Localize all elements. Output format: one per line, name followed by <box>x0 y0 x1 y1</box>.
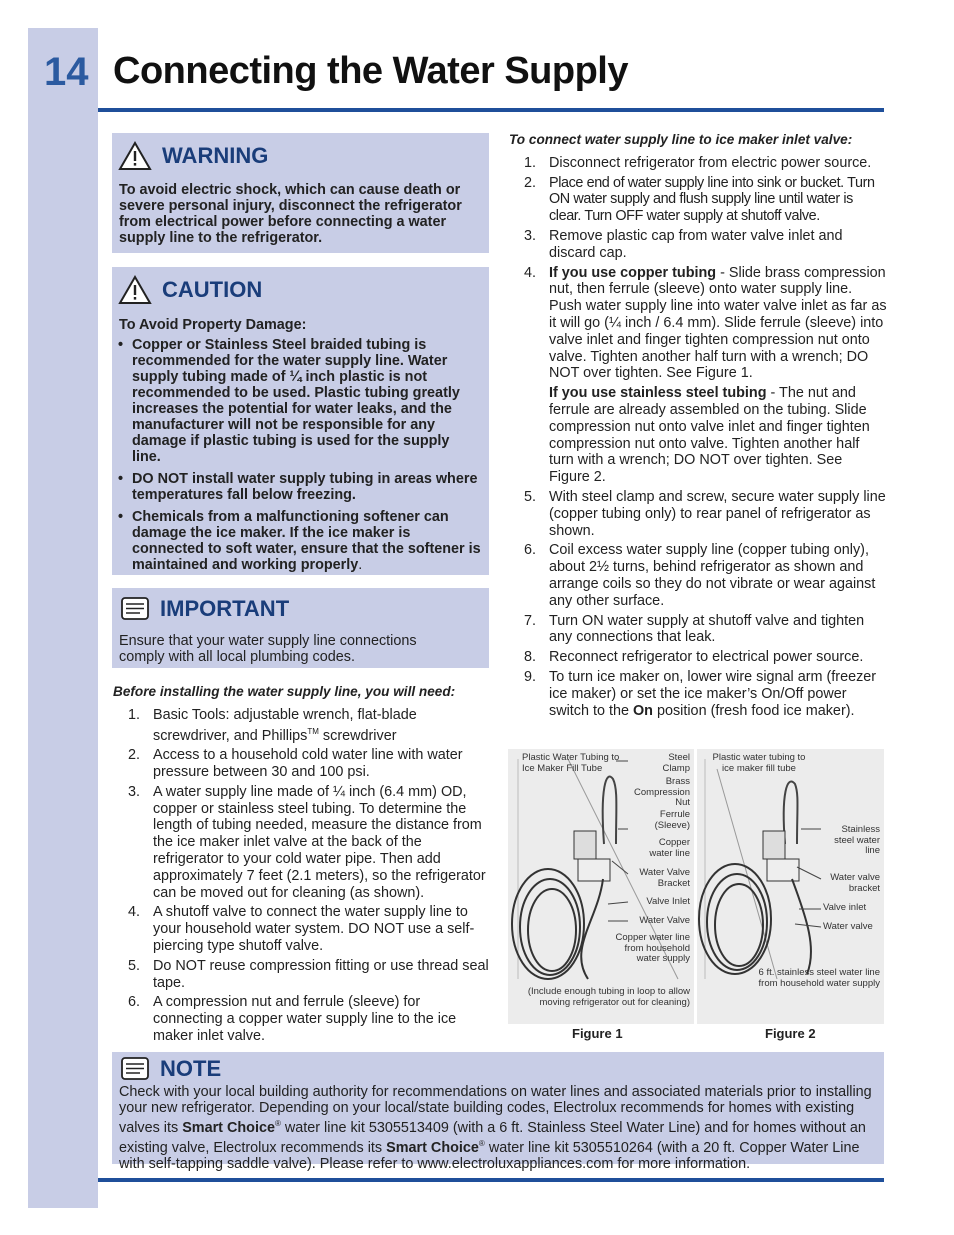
connect-step: 4. If you use copper tubing - Slide brass compression nut, then ferrule (sleeve) onto water supply line. Push water supply line into water valve inlet as far as it will go (¼ inch / 6.4 mm). Slide ferrule (sleeve) into valve inlet and finger tighten compression nut onto valve. Tighten another half turn with a wrench; DO NOT over tighten. See Figure 1. If you use stainless steel tubing - The nut and ferrule are already assembled on the tubing. Slide compression nut onto valve inlet and finger tighten compression nut onto valve. Tighten another half turn with a wrench; DO NOT over tighten. See Figure 2. <box>524 264 887 486</box>
fig2-label-valve: Water valve <box>823 921 873 932</box>
connect-heading: To connect water supply line to ice maker inlet valve: <box>509 132 853 147</box>
note-heading: NOTE <box>160 1056 222 1081</box>
before-heading: Before installing the water supply line, you will need: <box>113 684 456 699</box>
note-box <box>112 1052 884 1172</box>
before-section <box>113 684 489 1048</box>
warning-text: To avoid electric shock, which can cause death or severe personal injury, disconnect the refrigerator from electrical power before connecting a water supply line to the refrigerator. <box>119 182 462 246</box>
before-item: 2. Access to a household cold water line with water pressure between 30 and 100 psi. <box>128 747 463 780</box>
warning-triangle-icon <box>118 141 152 171</box>
before-item: 3. A water supply line made of ¼ inch (6.4 mm) OD, copper or stainless steel tubing. To determine the length of tubing needed, measure the distance from the ice maker inlet valve at the back of the refrigerator to your cold water pipe. Then add approximately 7 feet (2.1 meters), so the refrigerator can be moved out for cleaning (as shown). <box>128 783 486 901</box>
caution-bullet: • DO NOT install water supply tubing in areas where temperatures fall below freezing. <box>118 471 478 503</box>
connect-step: 9. To turn ice maker on, lower wire signal arm (freezer ice maker) or set the ice maker’s On/Off power switch to the On position (fresh food ice maker). <box>524 668 877 719</box>
caution-bullet: • Chemicals from a malfunctioning softener can damage the ice maker. If the ice maker is connected to soft water, ensure that the softener is maintained and working properly. <box>118 509 481 573</box>
caution-header <box>118 275 262 305</box>
fig1-label-clamp: Steel Clamp <box>662 752 690 774</box>
before-item: 6. A compression nut and ferrule (sleeve) for connecting a copper water supply line to the ice maker inlet valve. <box>128 994 457 1044</box>
connect-step: 3. Remove plastic cap from water valve inlet and discard cap. <box>524 227 843 261</box>
connect-step: 2. Place end of water supply line into sink or bucket. Turn ON water supply and flush supply line until water is clear. Turn OFF water supply at shutoff valve. <box>524 174 875 225</box>
connect-section <box>509 132 887 722</box>
note-header <box>120 1056 221 1082</box>
fig1-label-valve: Water Valve <box>639 915 690 926</box>
before-item: 4. A shutoff valve to connect the water supply line to your household water system. DO NOT use a self-piercing type shutoff valve. <box>128 904 475 954</box>
caution-bullet: • Copper or Stainless Steel braided tubing is recommended for the water supply line. Water supply tubing made of ¼ inch plastic is not recommended to be used. Plastic tubing greatly increases the potential for water leaks, and the manufacturer will not be responsible for any damage if plastic tubing is used for the supply line. <box>118 337 460 465</box>
connect-step: 5. With steel clamp and screw, secure water supply line (copper tubing only) to rear panel of refrigerator as shown. <box>524 488 886 539</box>
caution-intro: To Avoid Property Damage: <box>119 317 307 333</box>
note-pad-icon <box>120 596 150 622</box>
fig1-label-household: Copper water line from household water supply <box>615 932 690 964</box>
fig2-label-plastic: Plastic water tubing to ice maker fill tube <box>712 752 806 774</box>
fig2-label-bracket: Water valve bracket <box>830 872 880 894</box>
page-number: 14 <box>44 50 89 94</box>
connect-step: 8. Reconnect refrigerator to electrical power source. <box>524 649 864 666</box>
fig1-label-ferrule: Ferrule (Sleeve) <box>654 809 690 831</box>
caution-list <box>118 337 482 579</box>
caution-triangle-icon <box>118 275 152 305</box>
fig1-label-copper: Copper water line <box>649 837 690 859</box>
important-box <box>112 588 489 668</box>
fig1-label-plastic: Plastic Water Tubing to Ice Maker Fill Tube <box>522 752 620 774</box>
connect-list <box>509 155 887 720</box>
connect-step: 7. Turn ON water supply at shutoff valve and tighten any connections that leak. <box>524 612 865 646</box>
caution-box <box>112 267 489 575</box>
fig2-label-steel: Stainless steel water line <box>834 824 880 856</box>
important-text: Ensure that your water supply line connections comply with all local plumbing codes. <box>119 633 417 665</box>
fig1-label-brass: Brass Compression Nut <box>634 776 690 808</box>
fig1-label-loop: (Include enough tubing in loop to allow moving refrigerator out for cleaning) <box>527 986 690 1008</box>
warning-box <box>112 133 489 253</box>
left-sidebar-band <box>28 28 98 1208</box>
before-item: 5. Do NOT reuse compression fitting or use thread seal tape. <box>128 957 489 991</box>
fig1-label-inlet: Valve Inlet <box>646 896 690 907</box>
connect-step: 6. Coil excess water supply line (copper tubing only), about 2½ turns, behind refrigerator as shown and arrange coils so they do not vibrate or wear against any other surface. <box>524 542 876 609</box>
warning-header <box>118 141 268 171</box>
top-rule <box>98 108 884 112</box>
connect-step: 1. Disconnect refrigerator from electric power source. <box>524 154 872 171</box>
figure2-illustration <box>697 749 884 1024</box>
page-title: Connecting the Water Supply <box>113 50 628 92</box>
warning-heading: WARNING <box>162 143 269 168</box>
before-list <box>113 707 489 1045</box>
important-heading: IMPORTANT <box>160 596 290 621</box>
fig2-label-household: 6 ft. stainless steel water line from household water supply <box>758 967 880 989</box>
before-item: 1. Basic Tools: adjustable wrench, flat-blade screwdriver, and Phillips™ screwdriver <box>128 706 417 744</box>
note-text: Check with your local building authority for recommendations on water lines and associated materials prior to installing your new refrigerator. Depending on your local/state building codes, Electrolux recommends for homes with existing valves its Smart Choice® water line kit 5305513409 (with a 6 ft. Stainless Steel Water Line) and for homes without an existing valve, Electrolux recommends its Smart Choice® water line kit 5305510264 (with a 20 ft. Copper Water Line with self-tapping saddle valve). Please refer to www.electroluxappliances.com for more information. <box>119 1084 872 1172</box>
bottom-rule <box>98 1178 884 1182</box>
caution-heading: CAUTION <box>162 277 263 302</box>
fig2-label-inlet: Valve inlet <box>823 902 867 913</box>
figure1-caption: Figure 1 <box>572 1026 623 1041</box>
figure1-illustration <box>508 749 694 1024</box>
fig1-label-bracket: Water Valve Bracket <box>639 867 690 889</box>
note-pad-icon <box>120 1056 150 1082</box>
figure2-caption: Figure 2 <box>765 1026 816 1041</box>
important-header <box>120 596 289 622</box>
